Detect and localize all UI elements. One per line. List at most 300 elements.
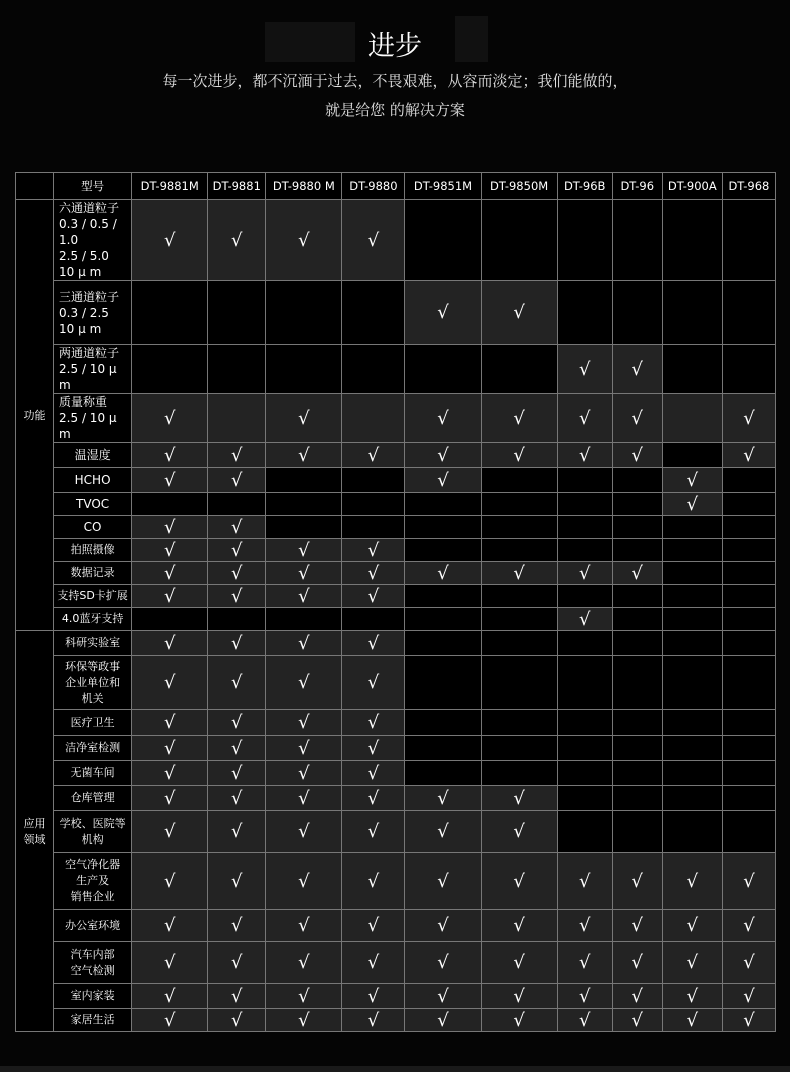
empty-cell [405,493,481,516]
table-row [16,608,776,631]
empty-cell [612,631,662,656]
table-row [16,942,776,984]
check-mark: √ [132,200,208,281]
empty-cell [557,710,612,736]
empty-cell [557,656,612,710]
check-mark: √ [557,910,612,942]
empty-cell [662,516,722,539]
row-label: 办公室环境 [54,910,132,942]
empty-cell [405,736,481,761]
empty-cell [722,468,775,493]
empty-cell [612,608,662,631]
check-mark: √ [481,562,557,585]
empty-cell [722,631,775,656]
row-label: 家居生活 [54,1009,132,1032]
empty-cell [612,656,662,710]
check-mark: √ [208,736,266,761]
empty-cell [662,585,722,608]
empty-cell [481,468,557,493]
check-mark: √ [208,942,266,984]
empty-cell [612,493,662,516]
empty-cell [342,468,405,493]
check-mark: √ [266,539,342,562]
empty-cell [481,493,557,516]
check-mark: √ [342,853,405,910]
empty-cell [557,493,612,516]
check-mark: √ [266,853,342,910]
empty-cell [722,811,775,853]
empty-cell [342,493,405,516]
check-mark: √ [342,910,405,942]
check-mark: √ [208,656,266,710]
empty-cell [266,468,342,493]
comparison-table [15,172,776,1032]
row-label: 空气净化器 生产及 销售企业 [54,853,132,910]
check-mark: √ [208,516,266,539]
model-dt-9850m: DT-9850M [481,173,557,200]
check-mark: √ [557,853,612,910]
model-dt-968: DT-968 [722,173,775,200]
table-row [16,736,776,761]
empty-cell [722,761,775,786]
empty-cell [662,281,722,345]
check-mark: √ [266,786,342,811]
table-row [16,984,776,1009]
check-mark: √ [208,468,266,493]
check-mark: √ [266,585,342,608]
empty-cell [557,281,612,345]
empty-cell [557,736,612,761]
row-label: 支持SD卡扩展 [54,585,132,608]
model-dt-9881m: DT-9881M [132,173,208,200]
check-mark: √ [405,942,481,984]
row-label: 两通道粒子 2.5 / 10 μ m [54,345,132,394]
check-mark: √ [342,710,405,736]
check-mark: √ [132,736,208,761]
empty-cell [266,493,342,516]
empty-cell [481,585,557,608]
empty-cell [722,656,775,710]
check-mark: √ [405,562,481,585]
check-mark: √ [722,984,775,1009]
group-label: 功能 [16,200,54,631]
table-row [16,281,776,345]
row-label: 数据记录 [54,562,132,585]
table-row [16,811,776,853]
empty-cell [612,811,662,853]
check-mark: √ [557,394,612,443]
check-mark: √ [208,585,266,608]
check-mark: √ [132,786,208,811]
check-mark: √ [722,853,775,910]
row-label: 环保等政事 企业单位和 机关 [54,656,132,710]
check-mark: √ [208,200,266,281]
check-mark: √ [132,910,208,942]
check-mark: √ [481,786,557,811]
check-mark: √ [266,562,342,585]
check-mark: √ [132,562,208,585]
check-mark: √ [132,853,208,910]
check-mark: √ [208,562,266,585]
header-row [16,173,776,200]
empty-cell [342,345,405,394]
empty-cell [612,200,662,281]
check-mark: √ [612,562,662,585]
check-mark: √ [132,761,208,786]
check-mark: √ [132,942,208,984]
check-mark: √ [612,394,662,443]
check-mark: √ [208,443,266,468]
check-mark: √ [208,984,266,1009]
check-mark: √ [557,942,612,984]
empty-cell [342,608,405,631]
check-mark: √ [612,910,662,942]
row-label: 无菌车间 [54,761,132,786]
empty-cell [208,281,266,345]
empty-cell [405,631,481,656]
empty-cell [662,539,722,562]
empty-cell [405,539,481,562]
check-mark: √ [132,585,208,608]
check-mark: √ [722,942,775,984]
empty-cell [722,736,775,761]
check-mark: √ [132,710,208,736]
empty-cell [132,493,208,516]
empty-cell [662,710,722,736]
check-mark: √ [662,493,722,516]
empty-cell [722,585,775,608]
check-mark: √ [266,942,342,984]
check-mark: √ [557,562,612,585]
empty-cell [612,585,662,608]
empty-cell [405,516,481,539]
check-mark: √ [132,811,208,853]
check-mark: √ [722,910,775,942]
check-mark: √ [208,1009,266,1032]
empty-cell [208,493,266,516]
table-row [16,761,776,786]
check-mark: √ [266,984,342,1009]
model-dt-900a: DT-900A [662,173,722,200]
check-mark: √ [342,539,405,562]
model-header: 型号 [54,173,132,200]
empty-cell [132,345,208,394]
model-dt-9851m: DT-9851M [405,173,481,200]
check-mark: √ [266,631,342,656]
table-row [16,562,776,585]
empty-cell [481,736,557,761]
table-row [16,786,776,811]
empty-cell [722,281,775,345]
empty-cell [662,736,722,761]
empty-cell [405,656,481,710]
check-mark: √ [612,984,662,1009]
check-mark: √ [132,443,208,468]
empty-cell [481,516,557,539]
check-mark: √ [342,811,405,853]
check-mark: √ [342,736,405,761]
check-mark: √ [208,853,266,910]
table-row [16,468,776,493]
check-mark: √ [132,539,208,562]
empty-cell [208,394,266,443]
empty-cell [266,608,342,631]
empty-cell [405,345,481,394]
check-mark: √ [342,942,405,984]
row-label: 室内家装 [54,984,132,1009]
check-mark: √ [612,853,662,910]
empty-cell [557,631,612,656]
model-dt-96: DT-96 [612,173,662,200]
check-mark: √ [208,539,266,562]
check-mark: √ [266,761,342,786]
empty-cell [722,539,775,562]
check-mark: √ [266,1009,342,1032]
row-label: 三通道粒子 0.3 / 2.5 10 μ m [54,281,132,345]
empty-cell [662,200,722,281]
empty-cell [405,585,481,608]
model-dt-9881: DT-9881 [208,173,266,200]
table-row [16,345,776,394]
check-mark: √ [405,468,481,493]
table-row [16,443,776,468]
row-label: 六通道粒子 0.3 / 0.5 / 1.0 2.5 / 5.0 10 μ m [54,200,132,281]
empty-cell [662,786,722,811]
check-mark: √ [132,631,208,656]
empty-cell [481,656,557,710]
check-mark: √ [266,443,342,468]
row-label: TVOC [54,493,132,516]
check-mark: √ [612,443,662,468]
check-mark: √ [266,910,342,942]
check-mark: √ [662,468,722,493]
empty-cell [662,345,722,394]
corner-cell [16,173,54,200]
check-mark: √ [405,281,481,345]
check-mark: √ [481,811,557,853]
check-mark: √ [405,786,481,811]
empty-cell [557,585,612,608]
check-mark: √ [342,761,405,786]
empty-cell [722,562,775,585]
table-row [16,516,776,539]
table-row [16,910,776,942]
empty-cell [722,786,775,811]
table-row [16,585,776,608]
table-row [16,710,776,736]
check-mark: √ [342,200,405,281]
check-mark: √ [266,736,342,761]
check-mark: √ [557,443,612,468]
bottom-bar [0,1066,790,1072]
check-mark: √ [662,984,722,1009]
empty-cell [342,516,405,539]
check-mark: √ [405,394,481,443]
check-mark: √ [662,853,722,910]
empty-cell [612,281,662,345]
empty-cell [557,468,612,493]
empty-cell [612,786,662,811]
row-label: 4.0蓝牙支持 [54,608,132,631]
empty-cell [662,394,722,443]
empty-cell [266,281,342,345]
check-mark: √ [405,443,481,468]
check-mark: √ [481,394,557,443]
check-mark: √ [662,910,722,942]
empty-cell [722,608,775,631]
model-dt-9880m: DT-9880 M [266,173,342,200]
check-mark: √ [342,631,405,656]
empty-cell [481,200,557,281]
empty-cell [342,281,405,345]
empty-cell [557,761,612,786]
empty-cell [557,539,612,562]
empty-cell [557,200,612,281]
row-label: 科研实验室 [54,631,132,656]
check-mark: √ [481,910,557,942]
check-mark: √ [405,910,481,942]
check-mark: √ [722,394,775,443]
check-mark: √ [132,394,208,443]
empty-cell [405,710,481,736]
check-mark: √ [405,811,481,853]
table-row [16,394,776,443]
empty-cell [612,539,662,562]
check-mark: √ [481,853,557,910]
empty-cell [208,345,266,394]
empty-cell [342,394,405,443]
check-mark: √ [342,585,405,608]
empty-cell [722,516,775,539]
check-mark: √ [405,1009,481,1032]
table-row [16,200,776,281]
check-mark: √ [342,1009,405,1032]
empty-cell [722,710,775,736]
empty-cell [405,200,481,281]
subtitle-line-2: 就是给您 的解决方案 [325,101,465,119]
empty-cell [557,811,612,853]
check-mark: √ [132,984,208,1009]
check-mark: √ [481,984,557,1009]
check-mark: √ [612,345,662,394]
empty-cell [662,656,722,710]
check-mark: √ [557,608,612,631]
check-mark: √ [481,1009,557,1032]
page-title: 进步 [368,31,422,62]
check-mark: √ [405,984,481,1009]
check-mark: √ [342,656,405,710]
group-label: 应用 领域 [16,631,54,1032]
empty-cell [132,281,208,345]
table-row [16,631,776,656]
empty-cell [722,345,775,394]
check-mark: √ [266,656,342,710]
check-mark: √ [342,443,405,468]
empty-cell [662,761,722,786]
check-mark: √ [208,786,266,811]
table-row [16,1009,776,1032]
check-mark: √ [662,942,722,984]
row-label: CO [54,516,132,539]
empty-cell [266,345,342,394]
check-mark: √ [557,984,612,1009]
empty-cell [612,468,662,493]
row-label: HCHO [54,468,132,493]
empty-cell [405,608,481,631]
empty-cell [612,516,662,539]
empty-cell [612,710,662,736]
row-label: 仓库管理 [54,786,132,811]
check-mark: √ [722,1009,775,1032]
empty-cell [481,761,557,786]
empty-cell [481,631,557,656]
empty-cell [722,493,775,516]
check-mark: √ [481,942,557,984]
table-row [16,656,776,710]
row-label: 医疗卫生 [54,710,132,736]
empty-cell [132,608,208,631]
model-dt-9880: DT-9880 [342,173,405,200]
empty-cell [405,761,481,786]
empty-cell [662,811,722,853]
row-label: 温湿度 [54,443,132,468]
check-mark: √ [208,910,266,942]
check-mark: √ [208,811,266,853]
check-mark: √ [132,656,208,710]
check-mark: √ [612,942,662,984]
empty-cell [481,345,557,394]
subtitle-line-1: 每一次进步，都不沉湎于过去，不畏艰难，从容而淡定；我们能做的， [162,72,628,90]
row-label: 拍照摄像 [54,539,132,562]
empty-cell [612,761,662,786]
check-mark: √ [132,468,208,493]
check-mark: √ [208,631,266,656]
empty-cell [266,516,342,539]
check-mark: √ [342,786,405,811]
check-mark: √ [557,345,612,394]
check-mark: √ [208,761,266,786]
check-mark: √ [557,1009,612,1032]
empty-cell [481,710,557,736]
empty-cell [722,200,775,281]
check-mark: √ [266,200,342,281]
empty-cell [557,516,612,539]
empty-cell [662,443,722,468]
row-label: 学校、医院等 机构 [54,811,132,853]
check-mark: √ [132,1009,208,1032]
check-mark: √ [266,710,342,736]
check-mark: √ [266,811,342,853]
row-label: 质量称重 2.5 / 10 μ m [54,394,132,443]
table-row [16,539,776,562]
check-mark: √ [208,710,266,736]
check-mark: √ [405,853,481,910]
check-mark: √ [481,443,557,468]
check-mark: √ [342,984,405,1009]
row-label: 洁净室检测 [54,736,132,761]
check-mark: √ [342,562,405,585]
row-label: 汽车内部 空气检测 [54,942,132,984]
empty-cell [662,608,722,631]
check-mark: √ [612,1009,662,1032]
empty-cell [662,631,722,656]
empty-cell [481,539,557,562]
empty-cell [662,562,722,585]
empty-cell [612,736,662,761]
check-mark: √ [662,1009,722,1032]
empty-cell [208,608,266,631]
check-mark: √ [722,443,775,468]
